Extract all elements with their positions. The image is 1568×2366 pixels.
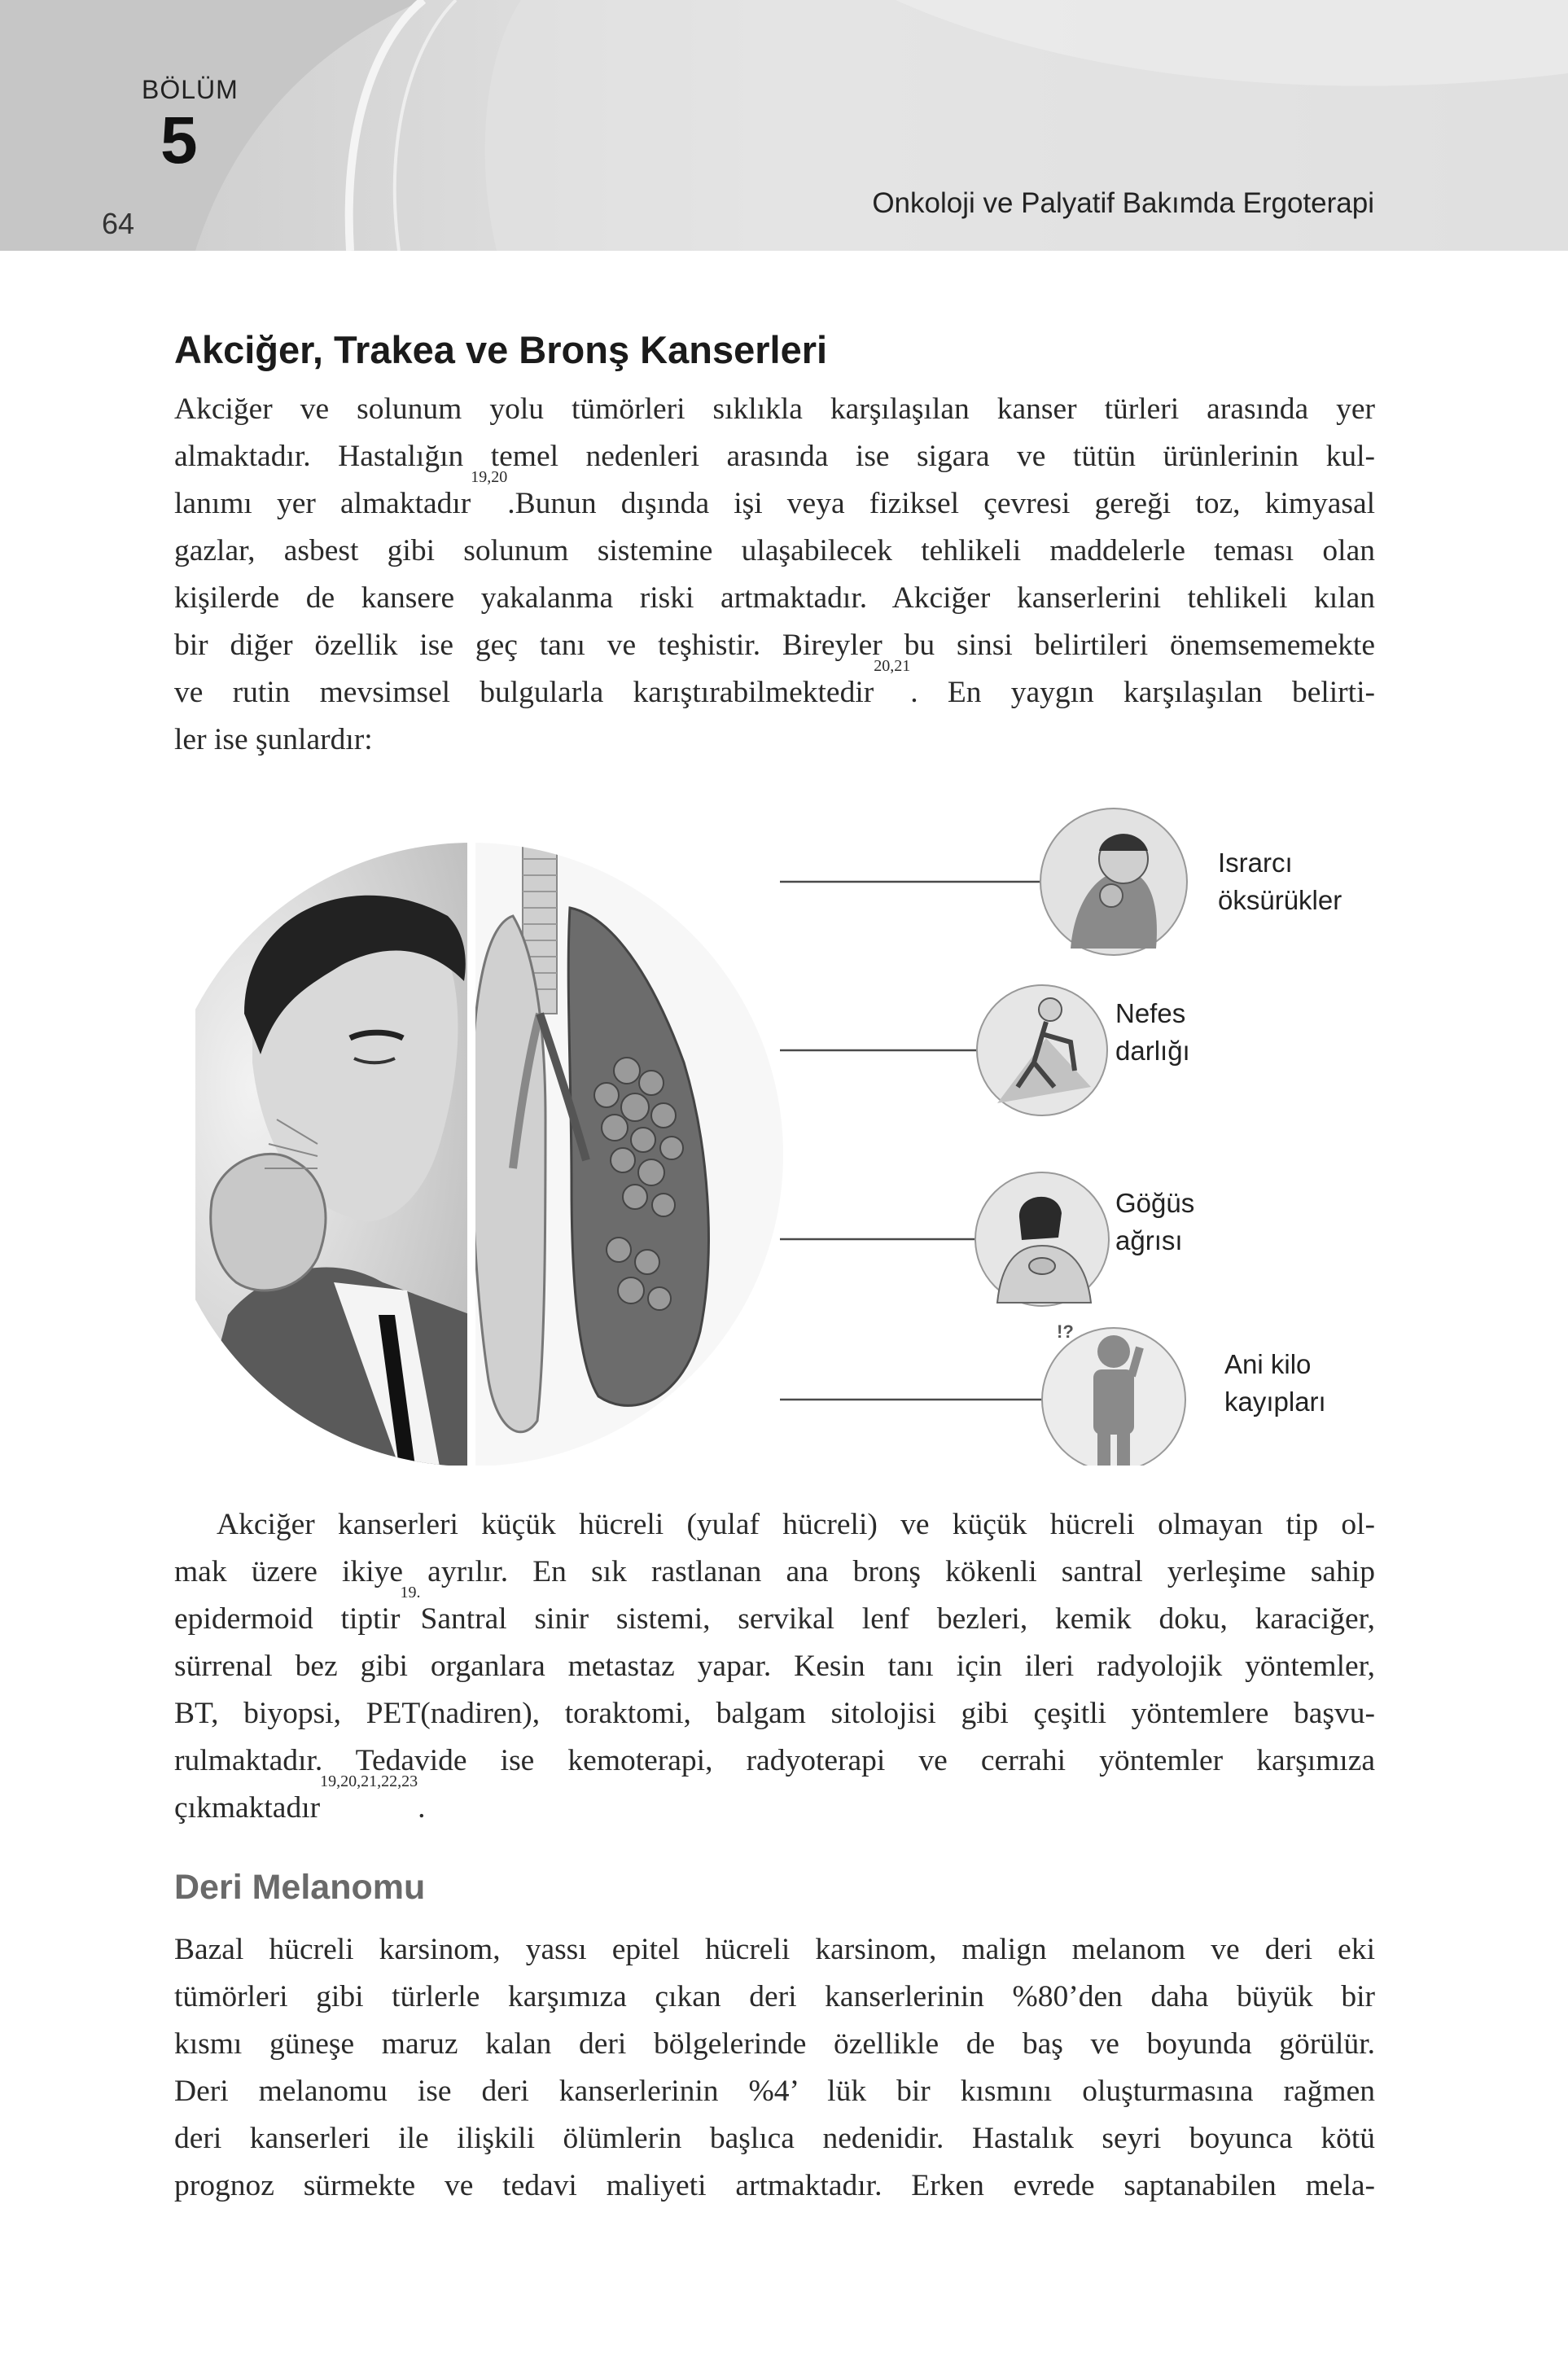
running-title: Onkoloji ve Palyatif Bakımda Ergoterapi xyxy=(872,187,1374,219)
lung-illustration xyxy=(195,794,1384,1466)
chapter-number: 5 xyxy=(160,103,198,177)
lung-cancer-symptoms-figure xyxy=(195,794,1384,1466)
citation: 19. xyxy=(400,1584,421,1601)
text-line: bir diğer özellik ise geç tanı ve teşhistir. Bireyler bu sinsi belirtileri önemsememekte xyxy=(174,629,1375,662)
text-line: almaktadır. Hastalığın temel nedenleri arasında ise sigara ve tütün ürünlerinin kul- xyxy=(174,440,1375,473)
text-line: BT, biyopsi, PET(nadiren), toraktomi, balgam sitolojisi gibi çeşitli yöntemlere başvu- xyxy=(174,1697,1375,1730)
symptom-circle-cough xyxy=(1040,808,1187,955)
symptom-label-weight-loss: Ani kilo kayıpları xyxy=(1224,1349,1326,1417)
text-line: lanımı yer almaktadır$^{19,20}$.Bunun dışında işi veya fiziksel çevresi gereği toz, kimyasal xyxy=(174,468,1376,520)
text-line: ve rutin mevsimsel bulgularla karıştırabilmektedir$^{20,21}$. En yaygın karşılaşılan belirti- xyxy=(174,657,1375,709)
section-title-melanoma: Deri Melanomu xyxy=(174,1868,426,1907)
text-line: Akciğer ve solunum yolu tümörleri sıklıkla karşılaşılan kanser türleri arasında yer xyxy=(174,392,1375,426)
text-line: epidermoid tiptir$^{19.}$Santral sinir sistemi, servikal lenf bezleri, kemik doku, karaciğer, xyxy=(174,1584,1375,1636)
text-line: kısmı güneşe maruz kalan deri bölgelerinde özellikle de baş ve boyunda görülür. xyxy=(174,2027,1375,2061)
citation: 20,21 xyxy=(874,657,911,675)
paragraph-lung-intro xyxy=(174,386,1375,764)
question-marks: !? xyxy=(1057,1321,1074,1342)
text-line: çıkmaktadır$^{19,20,21,22,23}$. xyxy=(174,1772,426,1825)
text-line: prognoz sürmekte ve tedavi maliyeti artmaktadır. Erken evrede saptanabilen mela- xyxy=(174,2169,1375,2202)
text-line: mak üzere ikiye ayrılır. En sık rastlanan ana bronş kökenli santral yerleşime sahip xyxy=(174,1555,1375,1588)
text-line: Bazal hücreli karsinom, yassı epitel hücreli karsinom, malign melanom ve deri eki xyxy=(174,1933,1375,1966)
text-line: Deri melanomu ise deri kanserlerinin %4’ lük bir kısmını oluşturmasına rağmen xyxy=(174,2075,1375,2108)
page-number: 64 xyxy=(102,207,135,240)
section-title-lung-cancer: Akciğer, Trakea ve Bronş Kanserleri xyxy=(174,328,828,371)
symptom-label-chest-pain: Göğüs ağrısı xyxy=(1115,1188,1195,1255)
coughing-man-icon xyxy=(195,826,480,1466)
paragraph-lung-types xyxy=(174,1501,1375,1832)
text-line: rulmaktadır. Tedavide ise kemoterapi, radyoterapi ve cerrahi yöntemler karşımıza xyxy=(174,1744,1375,1777)
text-line: tümörleri gibi türlerle karşımıza çıkan deri kanserlerinin %80’den daha büyük bir xyxy=(174,1980,1375,2013)
chapter-label: BÖLÜM xyxy=(142,75,239,104)
paragraph-melanoma xyxy=(174,1926,1375,2210)
text-line: deri kanserleri ile ilişkili ölümlerin başlıca nedenidir. Hastalık seyri boyunca kötü xyxy=(174,2122,1375,2155)
text-line: sürrenal bez gibi organlara metastaz yapar. Kesin tanı için ileri radyolojik yöntemler, xyxy=(174,1650,1375,1683)
citation: 19,20,21,22,23 xyxy=(320,1772,418,1790)
symptom-label-breath: Nefes darlığı xyxy=(1115,998,1190,1066)
symptom-label-cough: Israrcı öksürükler xyxy=(1218,848,1342,915)
text-line: Akciğer kanserleri küçük hücreli (yulaf hücreli) ve küçük hücreli olmayan tip ol- xyxy=(217,1508,1375,1541)
citation: 19,20 xyxy=(471,468,508,486)
lungs-icon xyxy=(471,826,813,1466)
symptom-circle-weight xyxy=(1042,1321,1185,1466)
connector-lines xyxy=(780,882,1067,1400)
page-header xyxy=(0,0,1568,251)
text-line: kişilerde de kansere yakalanma riski artmaktadır. Akciğer kanserlerini tehlikeli kılan xyxy=(174,581,1375,615)
text-line: gazlar, asbest gibi solunum sistemine ulaşabilecek tehlikeli maddelerle teması olan xyxy=(174,534,1375,567)
symptom-circle-breath xyxy=(977,985,1107,1115)
symptom-circle-chest xyxy=(975,1172,1109,1306)
text-line: ler ise şunlardır: xyxy=(174,723,373,756)
